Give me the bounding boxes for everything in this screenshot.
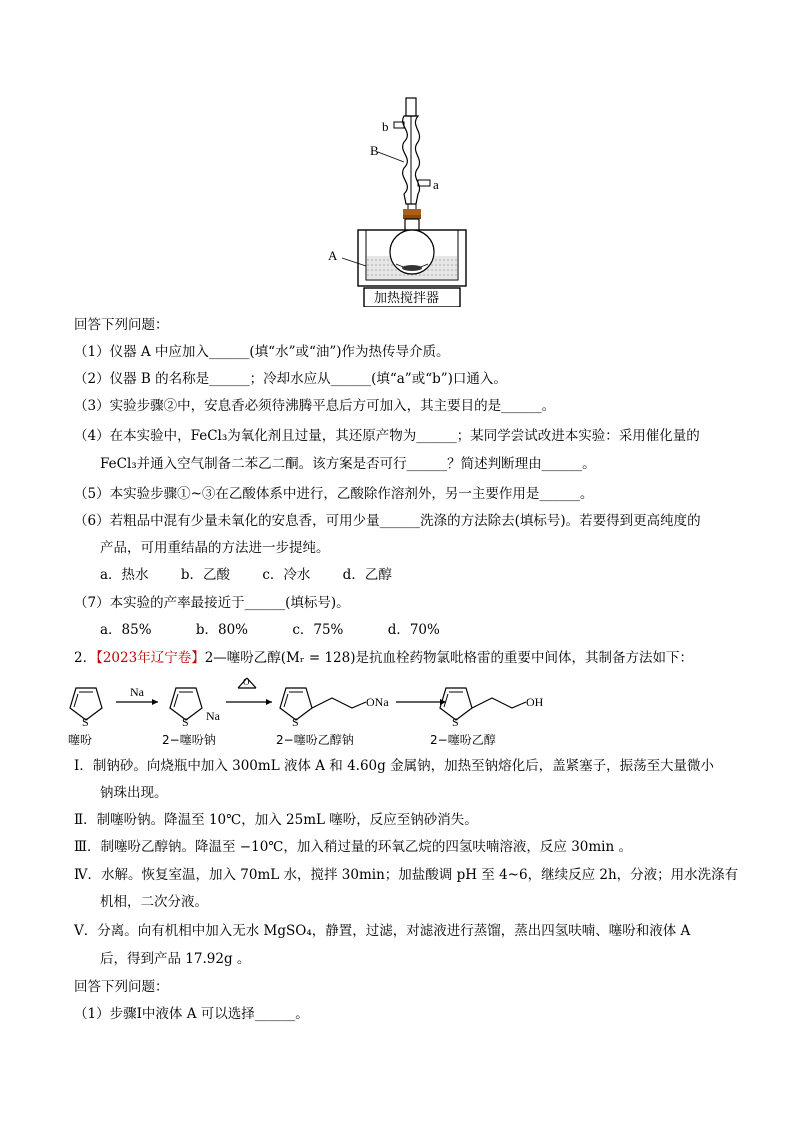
q1-item-3: （3）实验步骤②中，安息香必须待沸腾平息后方可加入，其主要目的是______。 [74, 398, 556, 414]
svg-text:S: S [292, 715, 299, 729]
label-B: B [370, 143, 379, 158]
q1-item-4: （4）在本实验中，FeCl₃为氧化剂且过量，其还原产物为______；某同学尝试改进本实验：采用催化量的 [74, 428, 700, 444]
thiophene-ethanol [440, 688, 544, 729]
option: d．乙醇 [342, 567, 392, 583]
step-4: Ⅳ．水解。恢复室温，加入 70mL 水，搅拌 30min；加盐酸调 pH 至 4~6，继续反应 2h，分液；用水洗涤有 [74, 867, 739, 883]
thiophene-sodium [170, 688, 221, 729]
q1-item-1: （1）仪器 A 中应加入______(填“水”或“油”)作为热传导介质。 [74, 344, 450, 360]
option: b．乙酸 [180, 567, 231, 583]
reagent-na: Na [130, 685, 144, 699]
stirrer-label: 加热搅拌器 [374, 291, 440, 306]
stopper [403, 209, 421, 215]
step-4-cont: 机相，二次分液。 [100, 894, 208, 910]
q1-options-7 [100, 621, 480, 639]
svg-text:ONa: ONa [366, 695, 389, 709]
svg-text:S: S [182, 715, 189, 729]
epoxide [238, 677, 256, 688]
svg-text:S: S [82, 715, 89, 729]
label-a: a [433, 177, 439, 192]
step-1: Ⅰ．制钠砂。向烧瓶中加入 300mL 液体 A 和 4.60g 金属钠，加热至钠熔化后，盖紧塞子，振荡至大量微小 [74, 758, 715, 774]
option: c．75% [292, 622, 344, 638]
label-A: A [328, 248, 338, 263]
step-2: Ⅱ．制噻吩钠。降温至 10℃，加入 25mL 噻吩，反应至钠砂消失。 [74, 812, 478, 828]
q2-title: 2—噻吩乙醇(Mᵣ = 128)是抗血栓药物氯吡格雷的重要中间体，其制备方法如下： [204, 650, 693, 666]
option: a．热水 [100, 567, 149, 583]
name-thiophene-ethanol-sodium: 2−噻吩乙醇钠 [276, 733, 354, 747]
svg-text:O: O [243, 677, 250, 687]
q1-item-4-cont: FeCl₃并通入空气制备二苯乙二酮。该方案是否可行______？简述判断理由______。 [100, 456, 596, 472]
q2-source: 【2023年辽宁卷】 [96, 650, 205, 666]
option: c．冷水 [262, 567, 311, 583]
inlet-a [418, 180, 430, 186]
q1-options-6 [100, 566, 420, 584]
q1-item-7: （7）本实验的产率最接近于______(填标号)。 [74, 595, 350, 611]
step-5: Ⅴ．分离。向有机相中加入无水 MgSO₄，静置，过滤，对滤液进行蒸馏，蒸出四氢呋喃、噻吩和液体 A [74, 923, 691, 939]
condenser-top-tube [406, 98, 416, 116]
q1-item-2: （2）仪器 B 的名称是______；冷却水应从______(填“a”或“b”)口通入。 [74, 371, 507, 387]
reaction-scheme [66, 672, 686, 748]
step-5-cont: 后，得到产品 17.92g 。 [100, 951, 251, 967]
name-thiophene: 噻吩 [68, 733, 93, 747]
option: b．80% [195, 622, 249, 638]
apparatus-figure [320, 92, 480, 307]
q1-intro: 回答下列问题： [74, 317, 169, 333]
name-thiophene-ethanol: 2−噻吩乙醇 [430, 733, 496, 747]
thiophene-ring [70, 688, 102, 729]
q1-item-6: （6）若粗品中混有少量未氧化的安息香，可用少量______洗涤的方法除去(填标号)。若要得到更高纯度的 [74, 513, 701, 529]
thiophene-ethanol-sodium [280, 688, 389, 729]
name-thiophene-sodium: 2−噻吩钠 [162, 733, 216, 747]
option: a．85% [100, 622, 152, 638]
q1-item-6-cont: 产品，可用重结晶的方法进一步提纯。 [100, 540, 330, 556]
step-1-cont: 钠珠出现。 [100, 785, 168, 801]
option: d．70% [387, 622, 440, 638]
q2-heading [74, 649, 693, 667]
q2-question-1: （1）步骤Ⅰ中液体 A 可以选择______。 [74, 1006, 309, 1022]
svg-text:S: S [452, 715, 459, 729]
svg-text:OH: OH [526, 695, 544, 709]
q2-number: 2． [74, 650, 97, 666]
q1-item-5: （5）本实验步骤①~③在乙酸体系中进行，乙酸除作溶剂外，另一主要作用是______。 [74, 486, 594, 502]
svg-text:Na: Na [206, 709, 220, 723]
label-b: b [382, 119, 389, 134]
step-3: Ⅲ．制噻吩乙醇钠。降温至 −10℃，加入稍过量的环氧乙烷的四氢呋喃溶液，反应 30min 。 [74, 839, 632, 855]
q2-intro: 回答下列问题： [74, 979, 169, 995]
